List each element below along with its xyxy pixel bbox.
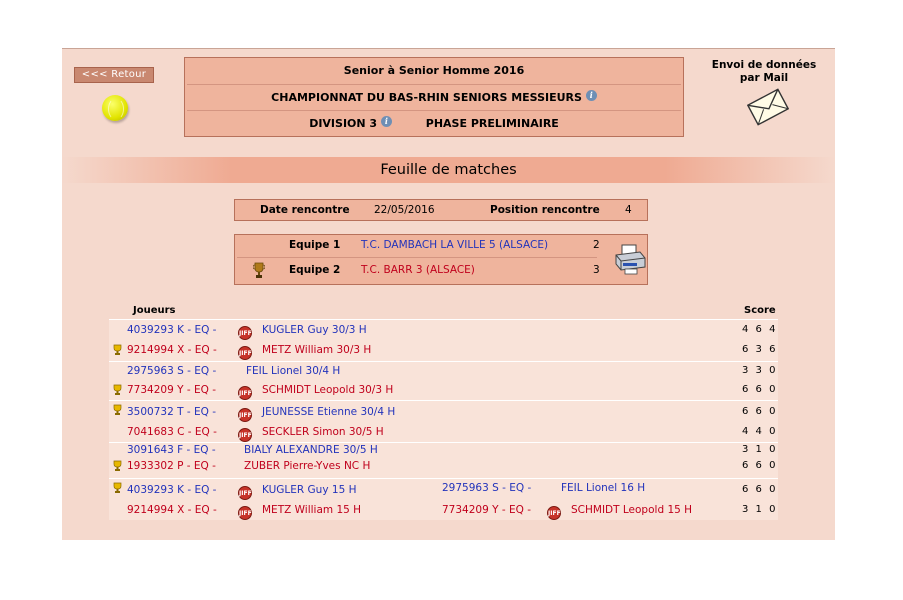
player-id: 2975963 S - EQ -: [442, 482, 532, 494]
jiff-badge-icon: JIFF: [236, 480, 256, 500]
player-row: [109, 456, 778, 476]
trophy-icon: [112, 404, 123, 416]
trophy-icon: [112, 344, 123, 356]
player-row: [109, 422, 778, 442]
divider: [187, 84, 681, 85]
double-match: [109, 478, 778, 520]
info-icon[interactable]: i: [586, 90, 597, 101]
jiff-badge-icon: JIFF: [236, 402, 256, 422]
player-name[interactable]: METZ William 30/3 H: [262, 344, 372, 356]
player-name[interactable]: KUGLER Guy 15 H: [262, 484, 357, 496]
divider: [237, 257, 597, 258]
player-row: [109, 380, 778, 400]
mail-envelope-icon[interactable]: [747, 87, 789, 127]
info-icon[interactable]: i: [381, 116, 392, 127]
division-row: [185, 116, 683, 130]
divider: [187, 110, 681, 111]
set-scores: 4 6 4: [742, 324, 778, 335]
trophy-icon: [112, 384, 123, 396]
set-scores: 6 6 0: [742, 406, 778, 417]
team2-name[interactable]: T.C. BARR 3 (ALSACE): [361, 264, 475, 276]
mail-text-line: Envoi de données: [711, 59, 817, 71]
score-header: Score: [744, 305, 776, 316]
trophy-icon: [253, 262, 265, 279]
mail-text-line: par Mail: [739, 72, 789, 84]
single-match: [109, 400, 778, 442]
match-sheet-panel: [62, 48, 835, 540]
meeting-info-box: [234, 199, 648, 221]
single-match: [109, 319, 778, 361]
set-scores: 3 1 0: [742, 504, 778, 515]
trophy-icon: [112, 460, 123, 472]
player-name[interactable]: JEUNESSE Etienne 30/4 H: [262, 406, 396, 418]
player-name[interactable]: SECKLER Simon 30/5 H: [262, 426, 384, 438]
back-button[interactable]: <<< Retour: [74, 67, 154, 83]
page-title: Feuille de matches: [62, 157, 835, 183]
tennis-ball-icon: [102, 95, 128, 121]
set-scores: 6 6 0: [742, 384, 778, 395]
player-id: 3091643 F - EQ -: [127, 444, 216, 456]
championship-row: [185, 90, 683, 104]
set-scores: 4 4 0: [742, 426, 778, 437]
player-id: 9214994 X - EQ -: [127, 344, 217, 356]
player-row: [109, 361, 778, 381]
player-row: [109, 340, 778, 360]
pair-row: [109, 500, 778, 520]
player-id: 1933302 P - EQ -: [127, 460, 216, 472]
set-scores: 6 3 6: [742, 344, 778, 355]
championship-name: CHAMPIONNAT DU BAS-RHIN SENIORS MESSIEURS: [271, 91, 582, 104]
player-name[interactable]: KUGLER Guy 30/3 H: [262, 324, 367, 336]
single-match: [109, 361, 778, 400]
player-id: 7734209 Y - EQ -: [442, 504, 532, 516]
position-value: 4: [625, 204, 632, 216]
players-header: Joueurs: [133, 305, 176, 316]
send-data-by-mail-link[interactable]: [700, 59, 828, 85]
date-value: 22/05/2016: [374, 204, 435, 216]
jiff-badge-icon: JIFF: [236, 500, 256, 520]
team1-score: 2: [593, 239, 600, 251]
player-name[interactable]: SCHMIDT Leopold 30/3 H: [262, 384, 394, 396]
player-id: 3500732 T - EQ -: [127, 406, 217, 418]
date-label: Date rencontre: [260, 204, 350, 216]
player-id: 4039293 K - EQ -: [127, 484, 217, 496]
player-name[interactable]: SCHMIDT Leopold 15 H: [571, 504, 693, 516]
teams-box: [234, 234, 648, 285]
jiff-badge-icon: JIFF: [545, 500, 565, 520]
pair-row: [109, 480, 778, 500]
jiff-badge-icon: JIFF: [236, 340, 256, 360]
player-id: 7041683 C - EQ -: [127, 426, 217, 438]
player-id: 7734209 Y - EQ -: [127, 384, 217, 396]
player-name[interactable]: BIALY ALEXANDRE 30/5 H: [244, 444, 378, 456]
player-name[interactable]: FEIL Lionel 30/4 H: [246, 365, 341, 377]
set-scores: 6 6 0: [742, 460, 778, 471]
set-scores: 3 1 0: [742, 444, 778, 455]
team1-label: Equipe 1: [289, 239, 341, 251]
jiff-badge-icon: JIFF: [236, 380, 256, 400]
set-scores: 3 3 0: [742, 365, 778, 376]
team2-score: 3: [593, 264, 600, 276]
player-id: 2975963 S - EQ -: [127, 365, 217, 377]
printer-icon[interactable]: [613, 243, 647, 275]
team1-name[interactable]: T.C. DAMBACH LA VILLE 5 (ALSACE): [361, 239, 549, 251]
competition-title: Senior à Senior Homme 2016: [343, 64, 525, 77]
player-name[interactable]: ZUBER Pierre-Yves NC H: [244, 460, 371, 472]
competition-header: [184, 57, 684, 137]
trophy-icon: [112, 482, 123, 494]
player-name[interactable]: METZ William 15 H: [262, 504, 362, 516]
single-match: [109, 442, 778, 478]
player-row: [109, 402, 778, 422]
jiff-badge-icon: JIFF: [236, 422, 256, 442]
position-label: Position rencontre: [490, 204, 600, 216]
jiff-badge-icon: JIFF: [236, 320, 256, 340]
player-name[interactable]: FEIL Lionel 16 H: [561, 482, 646, 494]
division-label: DIVISION 3: [309, 117, 378, 130]
set-scores: 6 6 0: [742, 484, 778, 495]
team2-label: Equipe 2: [289, 264, 341, 276]
player-id: 4039293 K - EQ -: [127, 324, 217, 336]
phase-label: PHASE PRELIMINAIRE: [425, 117, 559, 130]
player-row: [109, 320, 778, 340]
player-id: 9214994 X - EQ -: [127, 504, 217, 516]
